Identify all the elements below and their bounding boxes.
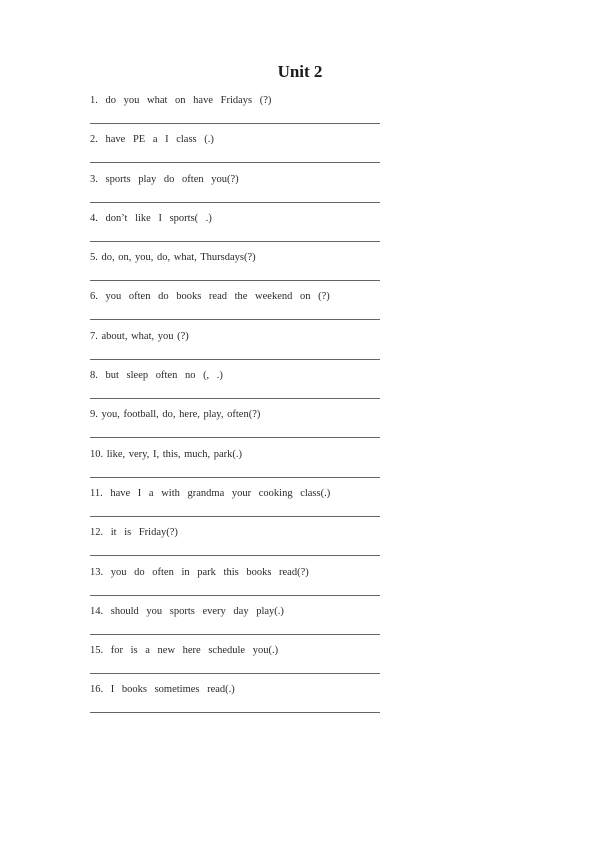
exercise-item [90, 212, 380, 251]
answer-line [90, 477, 380, 478]
answer-line [90, 595, 380, 596]
answer-line [90, 673, 380, 674]
exercise-list [90, 94, 380, 723]
exercise-item [90, 133, 380, 172]
answer-line [90, 123, 380, 124]
exercise-item [90, 644, 380, 683]
answer-line [90, 319, 380, 320]
answer-line [90, 712, 380, 713]
exercise-item [90, 487, 380, 526]
answer-line [90, 280, 380, 281]
exercise-prompt: 9. you, football, do, here, play, often(?) [90, 409, 261, 421]
exercise-item [90, 448, 380, 487]
exercise-item [90, 251, 380, 290]
exercise-prompt: 7. about, what, you (?) [90, 330, 189, 342]
exercise-item [90, 526, 380, 565]
exercise-prompt: 14. should you sports every day play(.) [90, 605, 284, 617]
answer-line [90, 555, 380, 556]
exercise-prompt: 15. for is a new here schedule you(.) [90, 645, 279, 657]
exercise-prompt: 5. do, on, you, do, what, Thursdays(?) [90, 252, 256, 264]
exercise-item [90, 94, 380, 133]
answer-line [90, 359, 380, 360]
answer-line [90, 162, 380, 163]
answer-line [90, 398, 380, 399]
exercise-prompt: 13. you do often in park this books read(?) [90, 566, 309, 578]
exercise-item [90, 173, 380, 212]
exercise-prompt: 1. do you what on have Fridays (?) [90, 95, 272, 106]
exercise-prompt: 12. it is Friday(?) [90, 527, 178, 539]
exercise-prompt: 8. but sleep often no (, .) [90, 370, 223, 382]
answer-line [90, 634, 380, 635]
exercise-item [90, 369, 380, 408]
exercise-prompt: 2. have PE a I class (.) [90, 134, 214, 146]
exercise-item [90, 330, 380, 369]
answer-line [90, 437, 380, 438]
worksheet-title: Unit 2 [277, 62, 323, 81]
exercise-prompt: 11. have I a with grandma your cooking class(.) [90, 487, 331, 499]
exercise-item [90, 566, 380, 605]
exercise-prompt: 6. you often do books read the weekend on (?) [90, 291, 330, 303]
exercise-item [90, 290, 380, 329]
exercise-item [90, 683, 380, 722]
answer-line [90, 241, 380, 242]
exercise-item [90, 408, 380, 447]
exercise-prompt: 4. don’t like I sports( .) [90, 212, 212, 224]
exercise-prompt: 3. sports play do often you(?) [90, 173, 239, 185]
exercise-prompt: 10. like, very, I, this, much, park(.) [90, 448, 242, 460]
answer-line [90, 516, 380, 517]
answer-line [90, 202, 380, 203]
exercise-prompt: 16. I books sometimes read(.) [90, 684, 235, 696]
exercise-item [90, 605, 380, 644]
